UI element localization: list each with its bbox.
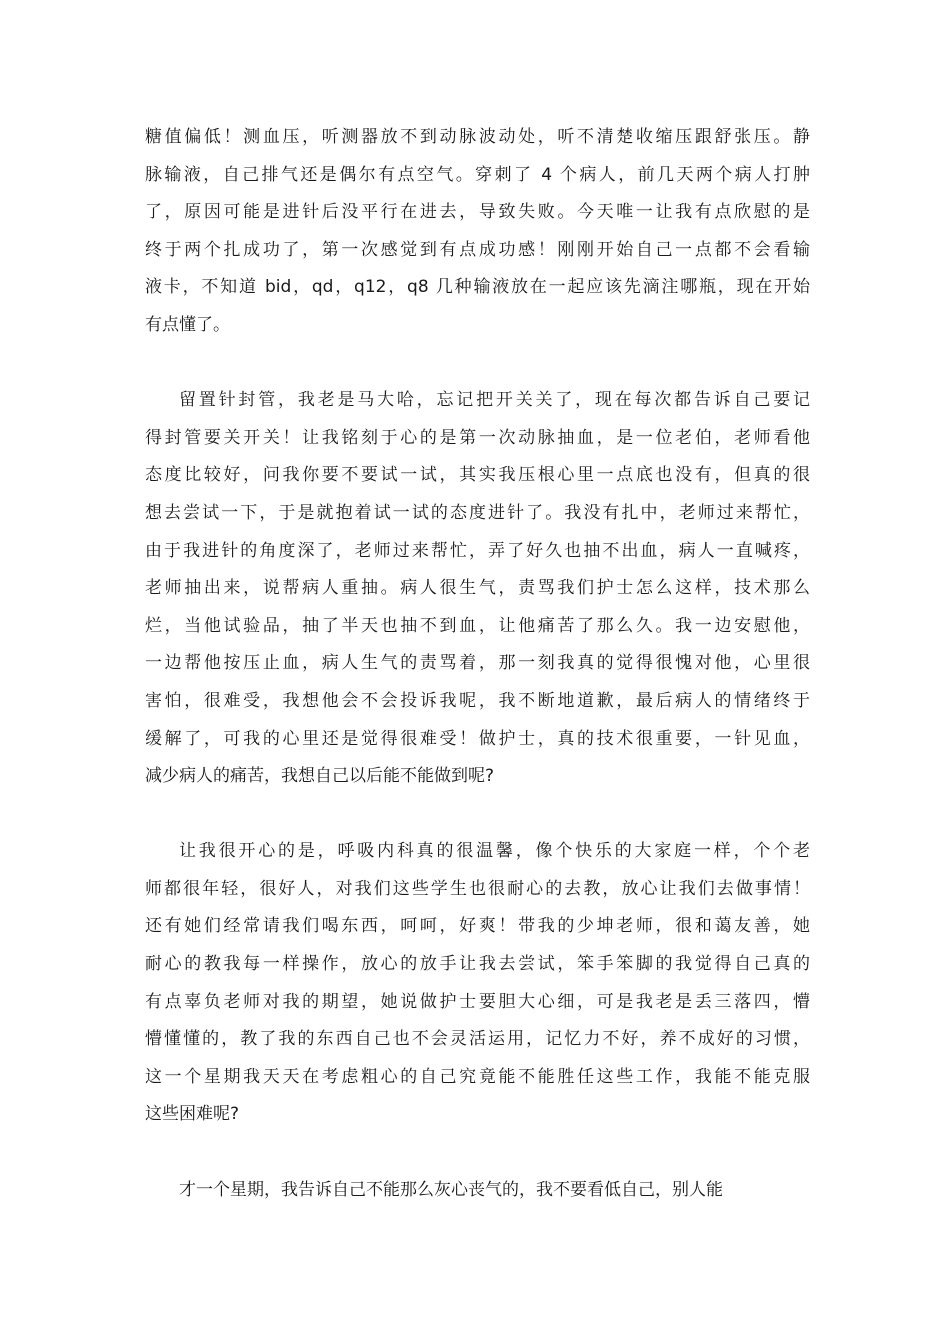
text-line: 由于我进针的角度深了，老师过来帮忙，弄了好久也抽不出血，病人一直喊疼， bbox=[145, 540, 810, 561]
text-line: 糖值偏低！测血压，听测器放不到动脉波动处，听不清楚收缩压跟舒张压。静 bbox=[145, 127, 810, 147]
paragraph bbox=[145, 119, 810, 345]
text-line: 让我很开心的是，呼吸内科真的很温馨，像个快乐的大家庭一样，个个老 bbox=[179, 841, 810, 862]
paragraph bbox=[145, 833, 810, 1134]
text-line: 一边帮他按压止血，病人生气的责骂着，那一刻我真的觉得很愧对他，心里很 bbox=[145, 653, 810, 674]
text-line: 得封管要关开关！让我铭刻于心的是第一次动脉抽血，是一位老伯，老师看他 bbox=[145, 427, 810, 448]
text-line: 烂，当他试验品，抽了半天也抽不到血，让他痛苦了那么久。我一边安慰他， bbox=[145, 615, 810, 636]
text-line: 减少病人的痛苦，我想自己以后能不能做到呢? bbox=[145, 766, 495, 787]
paragraph bbox=[145, 382, 810, 796]
document-body bbox=[145, 119, 810, 1247]
text-line: 害怕，很难受，我想他会不会投诉我呢，我不断地道歉，最后病人的情绪终于 bbox=[145, 690, 810, 711]
text-line: 有点辜负老师对我的期望，她说做护士要胆大心细，可是我老是丢三落四，懵 bbox=[145, 991, 810, 1012]
text-line: 液卡，不知道 bid，qd，q12，q8 几种输液放在一起应该先滴注哪瓶，现在开始 bbox=[145, 277, 810, 298]
text-line: 脉输液，自己排气还是偶尔有点空气。穿刺了 4 个病人，前几天两个病人打肿 bbox=[145, 164, 810, 185]
text-line: 懵懂懂的，教了我的东西自己也不会灵活运用，记忆力不好，养不成好的习惯， bbox=[145, 1029, 810, 1050]
text-line: 这些困难呢? bbox=[145, 1104, 240, 1125]
text-line: 缓解了，可我的心里还是觉得很难受！做护士，真的技术很重要，一针见血， bbox=[145, 728, 810, 749]
text-line: 还有她们经常请我们喝东西，呵呵，好爽！带我的少坤老师，很和蔼友善，她 bbox=[145, 916, 810, 937]
text-line: 才一个星期，我告诉自己不能那么灰心丧气的，我不要看低自己，别人能 bbox=[179, 1179, 723, 1200]
text-line: 这一个星期我天天在考虑粗心的自己究竟能不能胜任这些工作，我能不能克服 bbox=[145, 1066, 810, 1087]
paragraph bbox=[145, 1172, 810, 1210]
text-line: 留置针封管，我老是马大哈，忘记把开关关了，现在每次都告诉自己要记 bbox=[179, 390, 810, 411]
text-line: 想去尝试一下，于是就抱着试一试的态度进针了。我没有扎中，老师过来帮忙， bbox=[145, 502, 810, 523]
text-line: 有点懂了。 bbox=[145, 314, 230, 335]
text-line: 了，原因可能是进针后没平行在进去，导致失败。今天唯一让我有点欣慰的是 bbox=[145, 202, 810, 223]
text-line: 老师抽出来，说帮病人重抽。病人很生气，责骂我们护士怎么这样，技术那么 bbox=[145, 578, 810, 599]
text-line: 师都很年轻，很好人，对我们这些学生也很耐心的去教，放心让我们去做事情！ bbox=[145, 878, 810, 899]
text-line: 态度比较好，问我你要不要试一试，其实我压根心里一点底也没有，但真的很 bbox=[145, 465, 810, 486]
text-line: 终于两个扎成功了，第一次感觉到有点成功感！刚刚开始自己一点都不会看输 bbox=[145, 239, 810, 260]
text-line: 耐心的教我每一样操作，放心的放手让我去尝试，笨手笨脚的我觉得自己真的 bbox=[145, 954, 810, 975]
